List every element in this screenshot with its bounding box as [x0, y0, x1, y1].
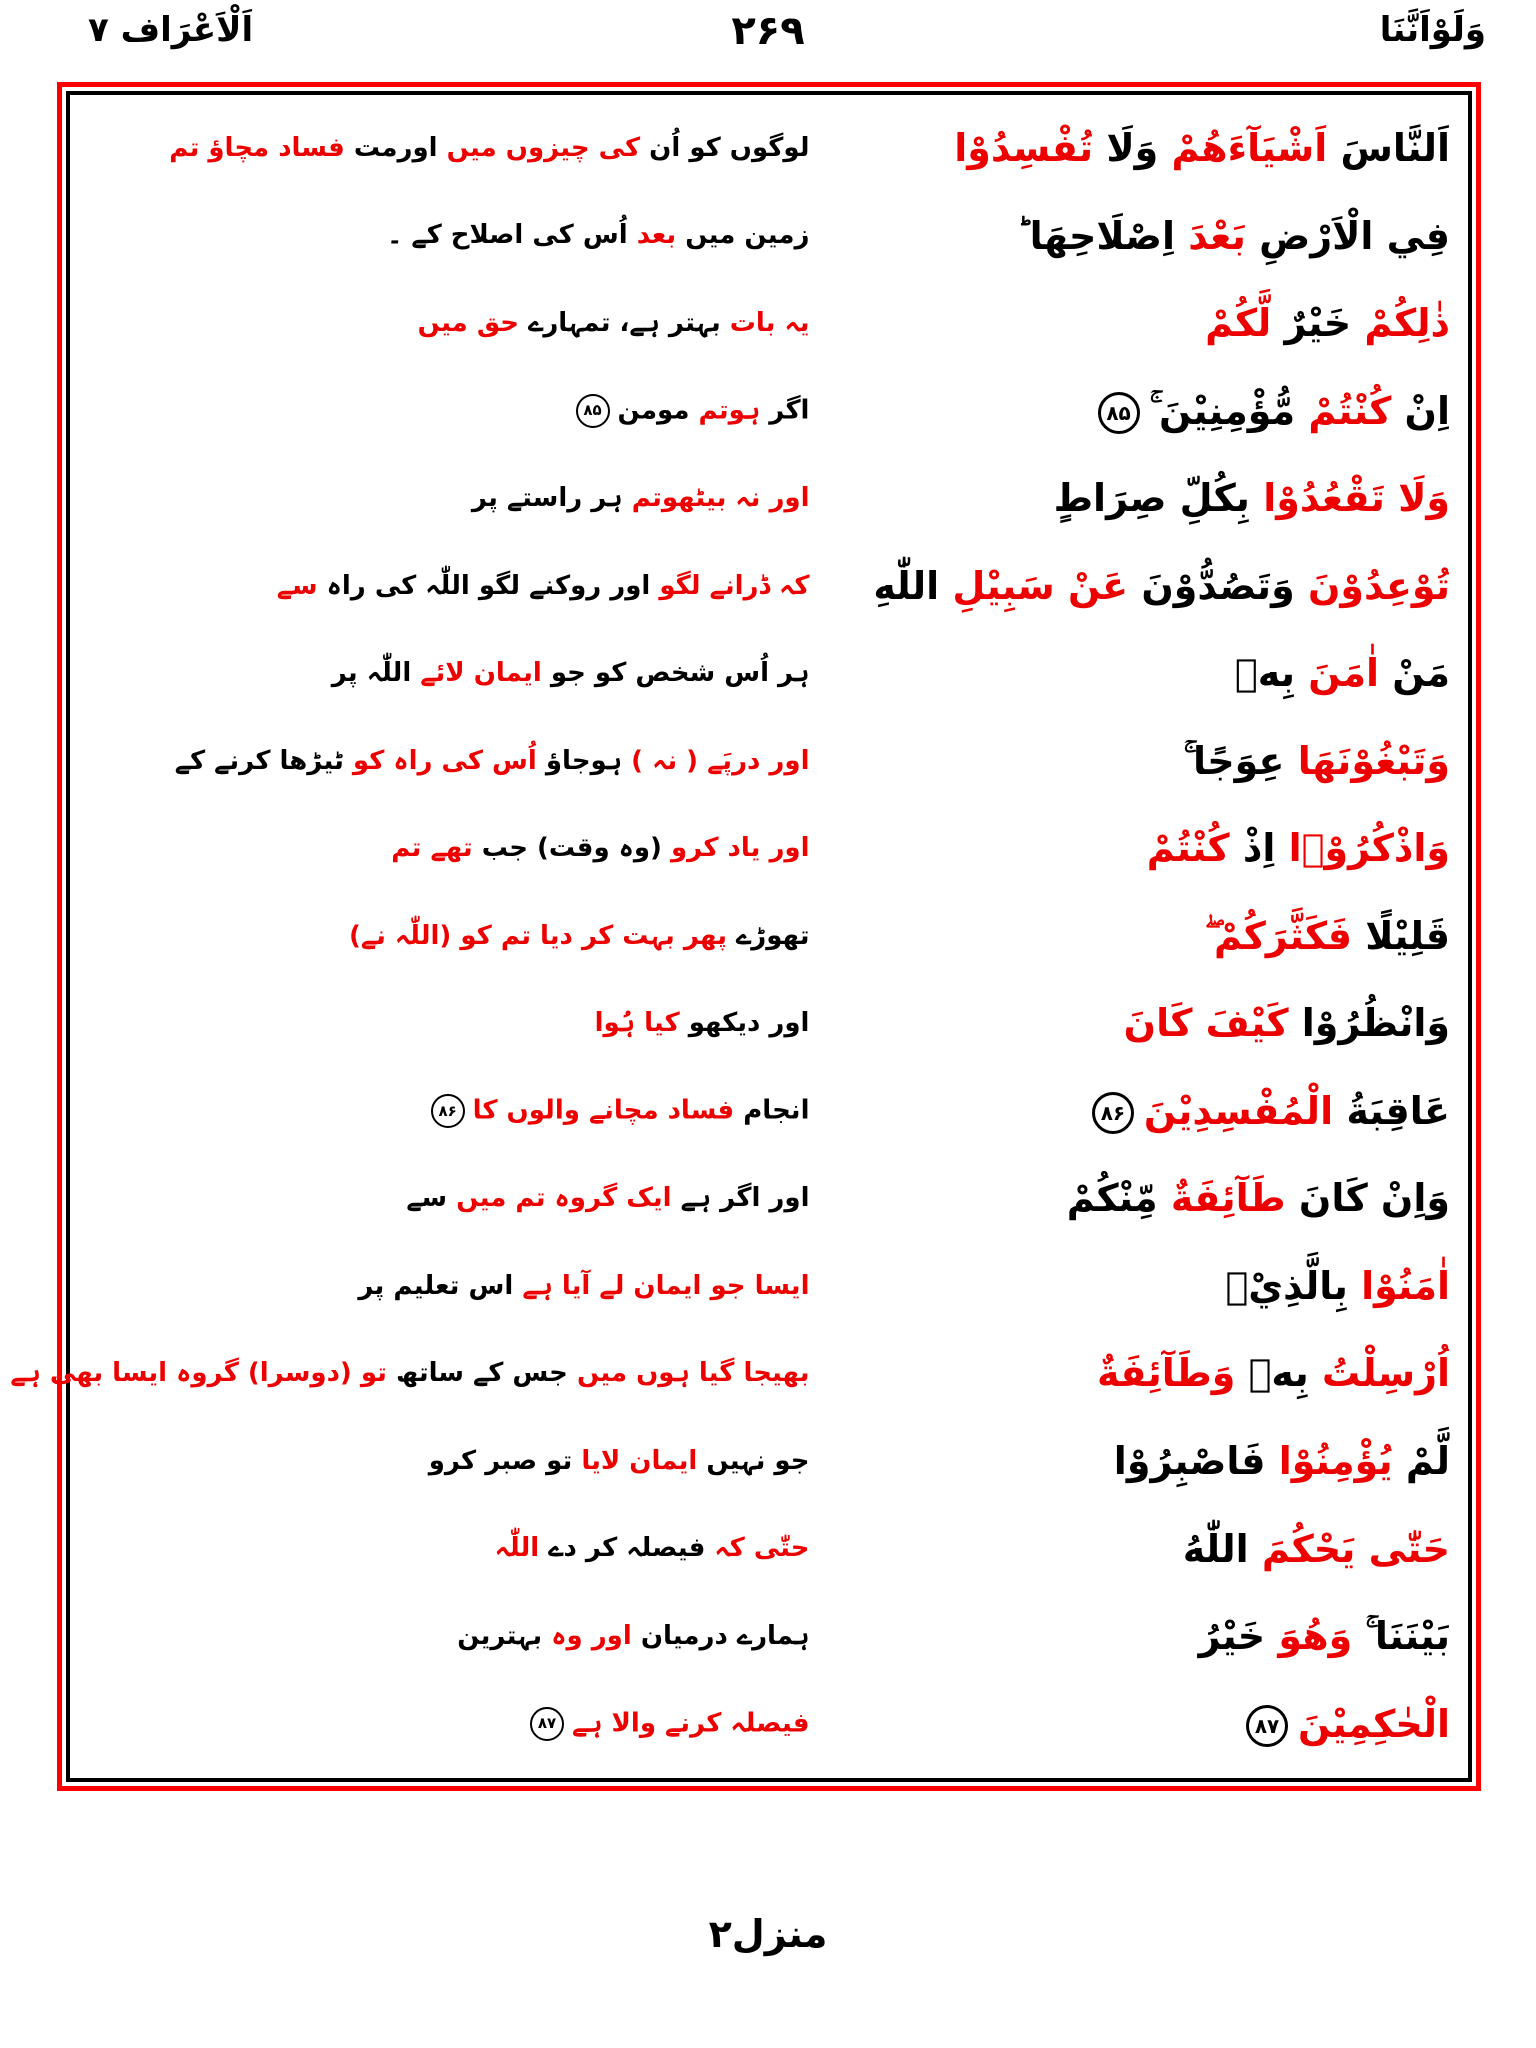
- urdu-translation-text: [10, 1357, 823, 1391]
- text-segment-black: ہر راستے پر: [471, 482, 623, 513]
- text-segment-red: ایک گروہ تم میں: [456, 1183, 672, 1214]
- urdu-translation-text: [88, 657, 823, 691]
- text-segment-black: فیصلہ کر دے: [548, 1533, 706, 1564]
- verse-number-badge: ۸۶: [1092, 1092, 1134, 1134]
- arabic-verse-text: [823, 1701, 1450, 1749]
- text-segment-black: اور دیکھو: [688, 1008, 810, 1039]
- arabic-verse-text: [823, 213, 1450, 261]
- text-segment-black: اللّٰهُ: [1182, 1526, 1249, 1571]
- text-segment-red: اُرْسِلْتُ: [1321, 1351, 1450, 1396]
- text-segment-red: اور درپَے ( نہ ): [631, 745, 810, 776]
- text-segment-red: ایمان لائے: [420, 658, 542, 689]
- text-segment-black: ہمارے درمیان: [640, 1620, 810, 1651]
- verse-row: [88, 1418, 1450, 1506]
- verse-row: [88, 193, 1450, 281]
- text-segment-red: وَتَبْغُوْنَهَا: [1297, 738, 1450, 783]
- text-segment-red: تو (دوسرا) گروہ ایسا بھی ہے: [10, 1358, 387, 1389]
- text-segment-red: وَطَآئِفَةٌ: [1097, 1351, 1236, 1396]
- text-segment-black: اُس کی اصلاح کے ۔: [387, 220, 628, 251]
- text-segment-red: وَلَا تَقْعُدُوْا: [1263, 476, 1450, 521]
- text-segment-red: اَشْيَآءَهُمْ: [1171, 126, 1328, 171]
- text-segment-red: لَّكُمْ: [1205, 301, 1272, 346]
- verse-number-badge: ۸۵: [1098, 392, 1140, 434]
- text-segment-black: عِوَجًا ۚ: [1183, 738, 1285, 783]
- verse-row: [88, 1593, 1450, 1681]
- urdu-translation-text: [88, 1707, 823, 1741]
- page-frame: [10, 82, 1481, 1791]
- arabic-verse-text: [823, 125, 1450, 173]
- text-segment-black: خَيْرٌ: [1284, 301, 1352, 346]
- text-segment-black: (وہ وقت) جب: [481, 833, 662, 864]
- text-segment-red: ہوتم: [698, 395, 761, 426]
- urdu-translation-text: [88, 307, 823, 341]
- arabic-verse-text: [823, 1263, 1450, 1311]
- verse-rows: [10, 91, 1472, 1782]
- text-segment-red: كُنْتُمْ: [1308, 388, 1392, 433]
- arabic-verse-text: [823, 300, 1450, 348]
- text-segment-red: تُوْعِدُوْنَ: [1307, 563, 1450, 608]
- text-segment-red: فیصلہ کرنے والا ہے: [572, 1708, 810, 1739]
- text-segment-red: بَعْدَ: [1188, 213, 1246, 258]
- text-segment-black: مَنْ: [1392, 651, 1450, 696]
- text-segment-black: فِي الْاَرْضِ: [1259, 213, 1450, 258]
- arabic-verse-text: [823, 1613, 1450, 1661]
- text-segment-black: زمین میں: [685, 220, 810, 251]
- text-segment-red: الْحٰكِمِيْنَ: [1298, 1701, 1450, 1746]
- text-segment-red: كَيْفَ كَانَ: [1123, 1001, 1289, 1046]
- arabic-verse-text: [823, 1000, 1450, 1048]
- verse-row: [88, 455, 1450, 543]
- text-segment-black: سے: [406, 1183, 448, 1214]
- urdu-translation-text: [88, 1270, 823, 1304]
- text-segment-black: اِذْ: [1242, 826, 1276, 871]
- text-segment-red: يُؤْمِنُوْا: [1278, 1438, 1393, 1483]
- juz-title: وَلَوْاَنَّنَا: [1379, 10, 1486, 50]
- text-segment-red: کہ ڈرانے لگو: [659, 570, 810, 601]
- verse-row: [88, 1155, 1450, 1243]
- text-segment-black: تھوڑے: [736, 920, 810, 951]
- text-segment-black: وَلَا: [1106, 126, 1159, 171]
- text-segment-black: ہوجاؤ: [545, 745, 623, 776]
- text-segment-black: وَاِنْ كَانَ: [1298, 1176, 1450, 1221]
- text-segment-black: تو صبر کرو: [428, 1445, 573, 1476]
- text-segment-red: الْمُفْسِدِيْنَ: [1143, 1088, 1334, 1133]
- text-segment-red: اور وہ: [551, 1620, 632, 1651]
- text-segment-black: فَاصْبِرُوْا: [1113, 1438, 1266, 1483]
- text-segment-red: اٰمَنُوْا: [1361, 1263, 1450, 1308]
- verse-row: [88, 280, 1450, 368]
- text-segment-red: بھیجا گیا ہوں میں: [576, 1358, 810, 1389]
- verse-number-badge: ۸۵: [576, 394, 610, 428]
- arabic-verse-text: [823, 825, 1450, 873]
- arabic-verse-text: [823, 1350, 1450, 1398]
- urdu-translation-text: [88, 1620, 823, 1654]
- verse-row: [88, 1068, 1450, 1156]
- verse-row: [88, 105, 1450, 193]
- text-segment-black: مِّنْكُمْ: [1066, 1176, 1158, 1221]
- text-segment-black: خَيْرُ: [1198, 1614, 1266, 1659]
- verse-row: [88, 368, 1450, 456]
- verse-row: [88, 893, 1450, 981]
- page-number: ۲۶۹: [731, 8, 805, 54]
- text-segment-black: بہتر ہے، تمہارے: [528, 307, 721, 338]
- verse-row: [88, 1506, 1450, 1594]
- urdu-translation-text: [88, 219, 823, 253]
- text-segment-black: بِالَّذِيْۤ: [1225, 1263, 1348, 1308]
- text-segment-black: اس تعلیم پر: [358, 1270, 514, 1301]
- text-segment-red: فساد مچانے والوں کا: [472, 1095, 735, 1126]
- urdu-translation-text: [88, 1094, 823, 1128]
- text-segment-red: پھر بہت کر دیا تم کو (اللّٰہ نے): [348, 920, 727, 951]
- text-segment-red: طَآئِفَةٌ: [1170, 1176, 1286, 1221]
- urdu-translation-text: [88, 1532, 823, 1566]
- text-segment-black: عَاقِبَةُ: [1346, 1088, 1450, 1133]
- text-segment-black: اِنْ: [1404, 388, 1450, 433]
- text-segment-black: وَانْظُرُوْا: [1301, 1001, 1450, 1046]
- arabic-verse-text: [823, 913, 1450, 961]
- urdu-translation-text: [88, 394, 823, 428]
- text-segment-black: اورمت: [353, 132, 438, 163]
- verse-number-badge: ۸۷: [1246, 1705, 1288, 1747]
- arabic-verse-text: [823, 650, 1450, 698]
- text-segment-red: ذٰلِكُمْ: [1364, 301, 1450, 346]
- text-segment-black: اور اگر ہے: [680, 1183, 810, 1214]
- urdu-translation-text: [88, 482, 823, 516]
- text-segment-black: بِكُلِّ صِرَاطٍ: [1053, 476, 1250, 521]
- arabic-verse-text: [823, 475, 1450, 523]
- text-segment-black: ہر اُس شخص کو جو: [550, 658, 810, 689]
- text-segment-black: اگر: [769, 395, 810, 426]
- text-segment-black: اَلنَّاسَ: [1340, 126, 1450, 171]
- text-segment-red: اٰمَنَ: [1308, 651, 1380, 696]
- text-segment-black: جس کے ساتھ: [395, 1358, 568, 1389]
- text-segment-red: حق میں: [417, 307, 520, 338]
- urdu-translation-text: [88, 832, 823, 866]
- text-segment-red: کیا ہُوا: [594, 1008, 680, 1039]
- urdu-translation-text: [88, 1445, 823, 1479]
- text-segment-black: بِهٖ: [1248, 1351, 1309, 1396]
- text-segment-black: لوگوں کو اُن: [649, 132, 810, 163]
- arabic-verse-text: [823, 1175, 1450, 1223]
- urdu-translation-text: [88, 745, 823, 779]
- text-segment-black: اللّٰهِ: [873, 563, 940, 608]
- arabic-verse-text: [823, 1088, 1450, 1136]
- text-segment-red: سے: [276, 570, 318, 601]
- surah-title: اَلْاَعْرَاف ۷: [88, 10, 254, 50]
- text-segment-red: وَهُوَ: [1278, 1614, 1353, 1659]
- text-segment-red: بعد: [636, 220, 677, 251]
- text-segment-red: كُنْتُمْ: [1146, 826, 1230, 871]
- verse-row: [88, 630, 1450, 718]
- urdu-translation-text: [88, 920, 823, 954]
- urdu-translation-text: [88, 570, 823, 604]
- text-segment-black: بَيْنَنَا ۚ: [1365, 1614, 1450, 1659]
- text-segment-red: اُس کی راہ کو: [352, 745, 537, 776]
- text-segment-black: قَلِيْلًا: [1365, 913, 1450, 958]
- text-segment-red: اور نہ بیٹھوتم: [631, 482, 810, 513]
- verse-row: [88, 1681, 1450, 1769]
- urdu-translation-text: [88, 1182, 823, 1216]
- text-segment-red: تُفْسِدُوْا: [954, 126, 1094, 171]
- verse-number-badge: ۸۶: [431, 1094, 465, 1128]
- verse-row: [88, 543, 1450, 631]
- verse-number-badge: ۸۷: [530, 1707, 564, 1741]
- arabic-verse-text: [823, 563, 1450, 611]
- arabic-verse-text: [823, 388, 1450, 436]
- text-segment-red: یہ بات: [729, 307, 810, 338]
- text-segment-red: تھے تم: [391, 833, 473, 864]
- verse-row: [88, 1243, 1450, 1331]
- arabic-verse-text: [823, 1438, 1450, 1486]
- text-segment-black: لَّمْ: [1405, 1438, 1450, 1483]
- verse-row: [88, 718, 1450, 806]
- text-segment-black: مومن: [617, 395, 690, 426]
- text-segment-red: اللّٰہ: [494, 1533, 540, 1564]
- text-segment-black: اِصْلَاحِهَا ؕ: [1016, 213, 1175, 258]
- text-segment-red: حَتّٰى يَحْكُمَ: [1261, 1526, 1450, 1571]
- verse-row: [88, 805, 1450, 893]
- manzil-footer: منزل۲: [708, 1912, 828, 1956]
- text-segment-red: حتّٰی کہ: [714, 1533, 810, 1564]
- text-segment-red: عَنْ سَبِيْلِ: [952, 563, 1129, 608]
- verse-row: [88, 980, 1450, 1068]
- arabic-verse-text: [823, 738, 1450, 786]
- text-segment-red: فَكَثَّرَكُمْ ۖ: [1204, 913, 1352, 958]
- text-segment-black: جو نہیں: [706, 1445, 810, 1476]
- text-segment-black: مُّؤْمِنِيْنَ ۚ: [1149, 388, 1296, 433]
- arabic-verse-text: [823, 1526, 1450, 1574]
- text-segment-black: انجام: [743, 1095, 810, 1126]
- verse-row: [10, 1330, 1450, 1418]
- text-segment-red: فساد مچاؤ تم: [169, 132, 345, 163]
- text-segment-black: ٹیڑھا کرنے کے: [174, 745, 344, 776]
- urdu-translation-text: [88, 1007, 823, 1041]
- text-segment-black: وَتَصُدُّوْنَ: [1141, 563, 1295, 608]
- text-segment-red: وَاذْكُرُوْۤا: [1288, 826, 1450, 871]
- text-segment-black: بِهٖ: [1234, 651, 1296, 696]
- text-segment-red: ایمان لایا: [581, 1445, 698, 1476]
- text-segment-black: بہترین: [457, 1620, 543, 1651]
- urdu-translation-text: [88, 132, 823, 166]
- text-segment-black: اللّٰہ پر: [331, 658, 412, 689]
- text-segment-black: اور روکنے لگو اللّٰہ کی راہ: [326, 570, 651, 601]
- text-segment-red: کی چیزوں میں: [446, 132, 641, 163]
- text-segment-red: اور یاد کرو: [671, 833, 810, 864]
- text-segment-red: ایسا جو ایمان لے آیا ہے: [522, 1270, 810, 1301]
